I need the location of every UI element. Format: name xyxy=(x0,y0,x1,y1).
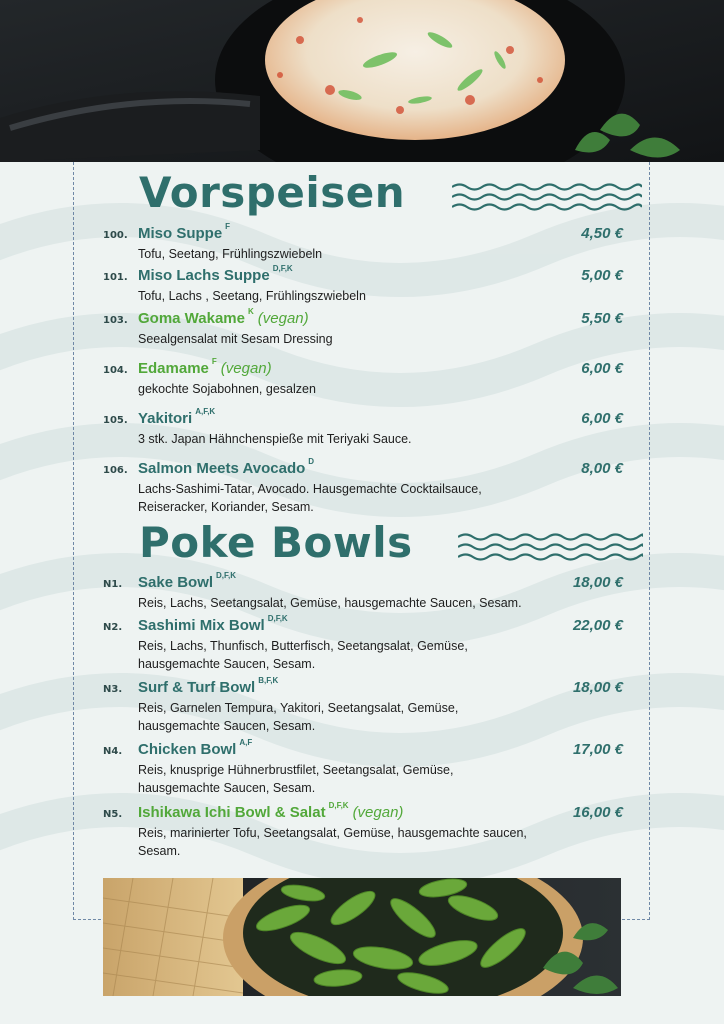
item-name: Miso Suppe xyxy=(138,225,223,242)
item-title xyxy=(138,264,293,284)
item-price: 8,00 € xyxy=(581,460,623,477)
item-allergens: D,F,K xyxy=(216,571,237,580)
item-title xyxy=(138,614,288,634)
item-title xyxy=(138,457,315,477)
item-description: Reis, Lachs, Thunfisch, Butterfisch, Seetangsalat, Gemüse, hausgemachte Saucen, Sesam. xyxy=(138,639,468,671)
item-number: N4. xyxy=(103,746,123,757)
item-number: N5. xyxy=(103,809,123,820)
item-number: N3. xyxy=(103,684,123,695)
item-name: Surf & Turf Bowl xyxy=(138,679,256,696)
edamame-bamboo-steamer-photo xyxy=(103,878,621,996)
item-number: 106. xyxy=(103,465,128,476)
item-allergens: D xyxy=(308,457,315,466)
item-title xyxy=(138,307,309,327)
vegan-tag: (vegan) xyxy=(257,310,309,327)
item-price: 6,00 € xyxy=(581,410,623,427)
wave-decoration-icon xyxy=(458,532,643,562)
item-name: Chicken Bowl xyxy=(138,741,237,758)
item-description: Reis, knusprige Hühnerbrustfilet, Seetangsalat, Gemüse, hausgemachte Saucen, Sesam. xyxy=(138,763,454,795)
item-name: Sashimi Mix Bowl xyxy=(138,617,265,634)
wave-decoration-icon xyxy=(452,182,642,212)
item-description: Reis, Lachs, Seetangsalat, Gemüse, hausgemachte Saucen, Sesam. xyxy=(138,596,522,610)
item-allergens: D,F,K xyxy=(272,264,293,273)
item-description: Lachs-Sashimi-Tatar, Avocado. Hausgemachte Cocktailsauce, Reiseracker, Koriander, Sesam. xyxy=(138,482,482,514)
item-number: 103. xyxy=(103,315,128,326)
item-title xyxy=(138,801,404,821)
item-description: Reis, Garnelen Tempura, Yakitori, Seetangsalat, Gemüse, hausgemachte Saucen, Sesam. xyxy=(138,701,459,733)
item-price: 22,00 € xyxy=(572,617,623,634)
item-description: Tofu, Lachs , Seetang, Frühlingszwiebeln xyxy=(138,289,366,303)
item-description: 3 stk. Japan Hähnchenspieße mit Teriyaki Sauce. xyxy=(138,432,412,446)
item-price: 18,00 € xyxy=(572,574,623,591)
soup-bowl-photo xyxy=(0,0,724,162)
item-name: Goma Wakame xyxy=(138,310,245,327)
item-number: 105. xyxy=(103,415,128,426)
item-price: 5,00 € xyxy=(581,267,623,284)
item-title xyxy=(138,571,237,591)
item-number: N2. xyxy=(103,622,123,633)
item-description: Tofu, Seetang, Frühlingszwiebeln xyxy=(138,247,323,261)
item-allergens: B,F,K xyxy=(258,676,279,685)
item-description: Reis, marinierter Tofu, Seetangsalat, Gemüse, hausgemachte saucen, Sesam. xyxy=(138,826,527,858)
item-allergens: F xyxy=(225,222,231,231)
item-allergens: A,F,K xyxy=(195,407,216,416)
item-title xyxy=(138,222,231,242)
item-allergens: A,F xyxy=(239,738,253,747)
item-name: Ishikawa Ichi Bowl & Salat xyxy=(138,804,326,821)
item-name: Miso Lachs Suppe xyxy=(138,267,270,284)
item-price: 5,50 € xyxy=(581,310,623,327)
item-name: Yakitori xyxy=(138,410,193,427)
item-price: 18,00 € xyxy=(572,679,623,696)
item-allergens: D,F,K xyxy=(328,801,349,810)
vegan-tag: (vegan) xyxy=(220,360,272,377)
item-name: Salmon Meets Avocado xyxy=(138,460,306,477)
item-number: 101. xyxy=(103,272,128,283)
item-number: 104. xyxy=(103,365,128,376)
item-price: 16,00 € xyxy=(572,804,623,821)
item-description: gekochte Sojabohnen, gesalzen xyxy=(138,382,316,396)
item-title xyxy=(138,357,272,377)
item-price: 6,00 € xyxy=(581,360,623,377)
item-title xyxy=(138,676,279,696)
section-heading-vorspeisen: Vorspeisen xyxy=(139,168,406,217)
vegan-tag: (vegan) xyxy=(352,804,404,821)
item-name: Edamame xyxy=(138,360,209,377)
item-name: Sake Bowl xyxy=(138,574,214,591)
item-number: N1. xyxy=(103,579,123,590)
item-title xyxy=(138,407,216,427)
item-number: 100. xyxy=(103,230,128,241)
item-price: 4,50 € xyxy=(581,225,623,242)
item-price: 17,00 € xyxy=(572,741,623,758)
item-allergens: D,F,K xyxy=(267,614,288,623)
section-heading-poke-bowls: Poke Bowls xyxy=(139,518,413,567)
item-allergens: K xyxy=(248,307,254,316)
item-allergens: F xyxy=(211,357,217,366)
item-title xyxy=(138,738,253,758)
item-description: Seealgensalat mit Sesam Dressing xyxy=(138,332,333,346)
